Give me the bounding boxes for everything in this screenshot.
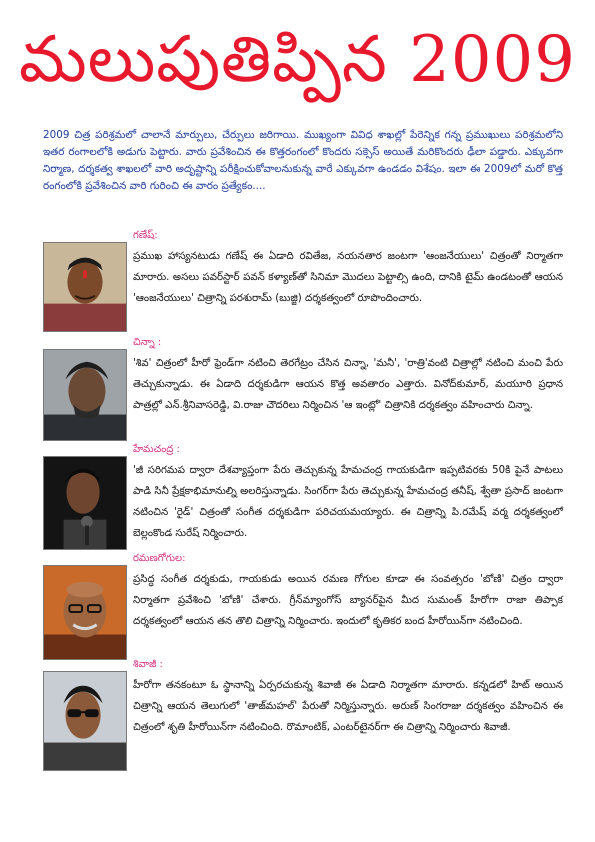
ganesh-photo (43, 242, 127, 332)
entry-name: గణేష్: (133, 230, 158, 241)
entry-text: ప్రముఖ హాస్యనటుడు గణేష్ ఈ ఏడాది రవితేజ, నయనతార జంటగా 'ఆంజనేయులు' చిత్రంతో నిర్మాతగా మారారు. అసలు పవర్‌స్టార్ పవన్ కళ్యాణ్‌తో సినిమా మొదలు పెట్టాల్సి ఉంది, దానికి టైమ్ ఉండటంతో ఆయన 'ఆంజనేయులు' చిత్రాన్ని పరశురామ్ (బుజ్జి) దర్శకత్వంలో రూపొందించారు. (133, 251, 563, 304)
hemachandra-photo (43, 456, 127, 550)
entry-text: హీరోగా తనకంటూ ఓ స్థానాన్ని ఏర్పరచుకున్న శివాజీ ఈ ఏడాది నిర్మాతగా మారారు. కన్నడలో హిట్ అయిన చిత్రాన్ని ఆయన తెలుగులో 'తాజ్‌మహల్' పేరుతో నిర్మిస్తున్నారు. అరుణ్ సింగరాజు దర్శకత్వం వహించిన ఈ చిత్రంలో శృతి హీరోయిన్‌గా నటించింది. రొమాంటిక్, ఎంటర్‌టైనర్‌గా ఈ చిత్రాన్ని నిర్మించారు శివాజీ. (133, 680, 563, 733)
entry-text: 'జీ సరిగమప ద్వారా దేశవ్యాప్తంగా పేరు తెచ్చుకున్న హేమచంద్ర గాయకుడిగా ఇప్పటివరకు 50కి పైనే పాటలు పాడి సినీ ప్రేక్షకాభిమానుల్ని అలరిస్తున్నాడు. సింగర్‌గా పేరు తెచ్చుకున్న హేమచంద్ర తనీష్, శ్వేతా ప్రసాద్ జంటగా నటించిన 'రైడ్' చిత్రంతో సంగీత దర్శకుడిగా పరిచయమయ్యారు. ఈ చిత్రాన్ని పి.రమేష్ వర్మ దర్శకత్వంలో బెల్లంకొండ సురేష్ నిర్మించారు. (133, 465, 563, 539)
chinna-photo (43, 349, 127, 441)
intro-paragraph: 2009 చిత్ర పరిశ్రమలో చాలానే మార్పులు, చేర్పులు జరిగాయి. ముఖ్యంగా వివిధ శాఖల్లో పేరెన్నిక గన్న ప్రముఖులు పరిశ్రమలోని ఇతర రంగాలలోకి అడుగు పెట్టారు. వారు ప్రవేశించిన ఈ కొత్తరంగంలో కొందరు సక్సెస్ అయితే మరికొందరు ఢీలా పడ్డారు. ఎక్కువగా నిర్మాణ, దర్శకత్వ శాఖలలో వారి అదృష్టాన్ని పరీక్షించుకోవాలనుకున్న వారే ఎక్కువగా ఉండడం విశేషం. ఇలా ఈ 2009లో మరో కొత్త రంగంలోకి ప్రవేశించిన వారి గురించి ఈ వారం ప్రత్యేకం.... (43, 129, 563, 192)
sivaji-photo (43, 671, 127, 771)
entry-name: హేమచంద్ర : (133, 444, 180, 455)
page-title: మలుపుతిప్పిన 2009 (19, 23, 576, 97)
ramana-gogula-photo (43, 565, 127, 660)
entry-name: శివాజీ : (133, 659, 163, 670)
entry-name: చిన్నా : (133, 337, 162, 348)
entry-text: 'శివ' చిత్రంలో హీరో ఫ్రెండ్‌గా నటించి తెరగేట్రం చేసిన చిన్నా, 'మనీ', 'రాత్రి'వంటి చిత్రాల్లో నటించి మంచి పేరు తెచ్చుకున్నాడు. ఈ ఏడాది దర్శకుడిగా ఆయన కొత్త అవతారం ఎత్తారు. వినోద్‌కుమార్, మయూరి ప్రధాన పాత్రల్లో ఎన్.శ్రీనివాసరెడ్డి, వి.రాజు చౌదరిలు నిర్మించిన 'ఆ ఇంట్లో' చిత్రానికి దర్శకత్వం వహించారు చిన్నా. (133, 358, 563, 411)
entry-text: ప్రసిద్ధ సంగీత దర్శకుడు, గాయకుడు అయిన రమణ గోగుల కూడా ఈ సంవత్సరం 'బోణి' చిత్రం ద్వారా నిర్మాతగా ప్రవేశించి 'బోణి' చేశారు. గ్రీన్‌మ్యాంగోస్ బ్యానర్‌పైన మీద సుమంత్ హీరోగా రాజా తిప్పాక దర్శకత్వంలో ఆయన తన తొలి చిత్రాన్ని నిర్మించారు. ఇందులో కృతికర బంద హీరోయిన్‌గా నటించింది. (133, 574, 563, 627)
entry-name: రమణగోగుల: (133, 553, 186, 564)
